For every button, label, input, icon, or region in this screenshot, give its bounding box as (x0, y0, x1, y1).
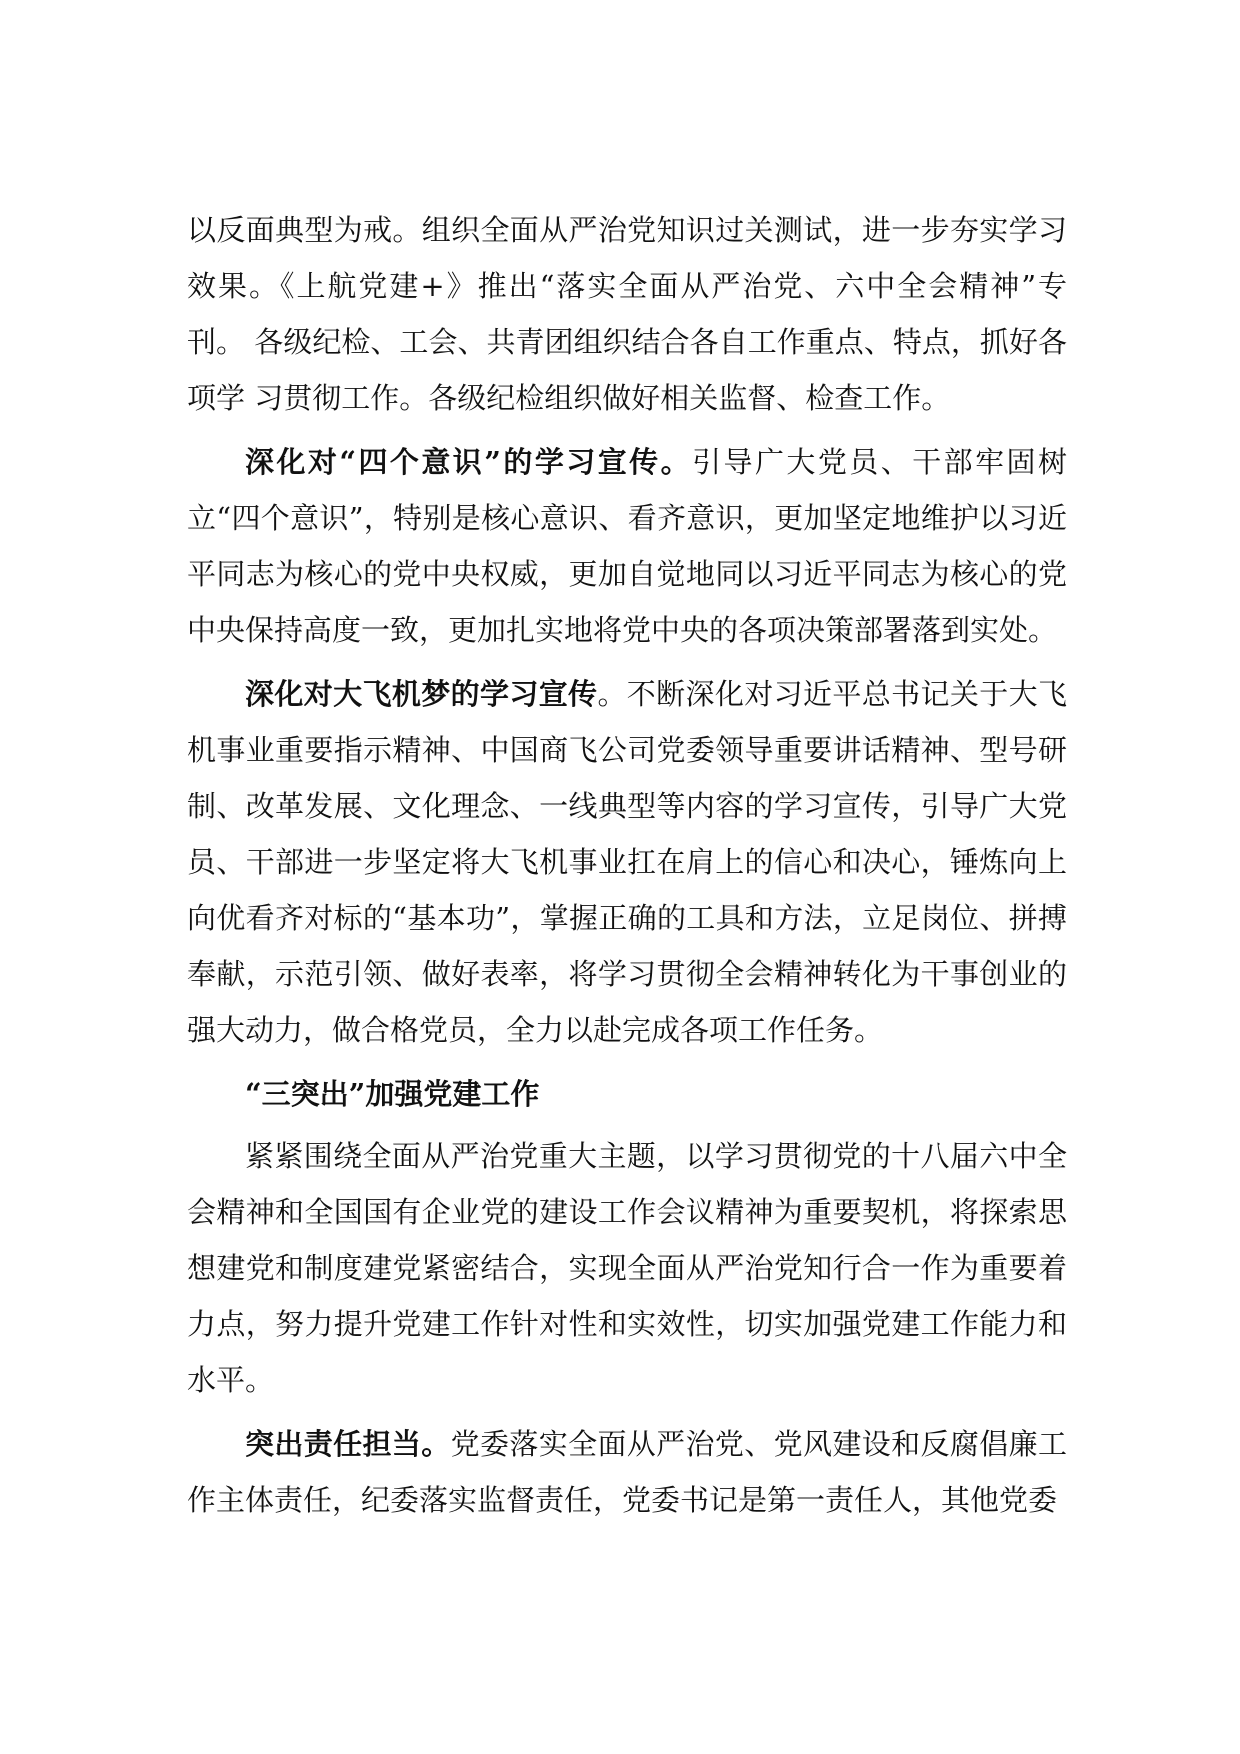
paragraph-text: 以反面典型为戒。组织全面从严治党知识过关测试，进一步夯实学习效果。《上航党建+》推出“落实全面从严治党、六中全会精神”专刊。 各级纪检、工会、共青团组织结合各自工作重点、特点，抓好各项学 习贯彻工作。各级纪检组织做好相关监督、检查工作。 (187, 213, 1067, 415)
document-body (187, 202, 1067, 1528)
paragraph-big-aircraft-dream (187, 666, 1067, 1058)
paragraph-text: 党委落实全面从严治党、党风建设和反腐倡廉工作主体责任，纪委落实监督责任，党委书记是第一责任人，其他党委 (187, 1427, 1067, 1517)
paragraph-section-intro (187, 1128, 1067, 1408)
paragraph-four-consciousness (187, 434, 1067, 658)
section-heading: “三突出”加强党建工作 (245, 1077, 540, 1111)
paragraph-lead: 深化对“四个意识”的学习宣传。 (245, 445, 693, 479)
paragraph-lead: 突出责任担当。 (245, 1427, 451, 1461)
paragraph-responsibility (187, 1416, 1067, 1528)
paragraph-continuation (187, 202, 1067, 426)
paragraph-text: 。不断深化对习近平总书记关于大飞机事业重要指示精神、中国商飞公司党委领导重要讲话精神、型号研制、改革发展、文化理念、一线典型等内容的学习宣传，引导广大党员、干部进一步坚定将大飞机事业扛在肩上的信心和决心，锤炼向上向优看齐对标的“基本功”，掌握正确的工具和方法，立足岗位、拼搏奉献，示范引领、做好表率，将学习贯彻全会精神转化为干事创业的强大动力，做合格党员，全力以赴完成各项工作任务。 (187, 677, 1067, 1047)
paragraph-text: 引导广大党员、干部牢固树立“四个意识”，特别是核心意识、看齐意识，更加坚定地维护以习近平同志为核心的党中央权威，更加自觉地同以习近平同志为核心的党中央保持高度一致，更加扎实地将党中央的各项决策部署落到实处。 (187, 445, 1067, 647)
paragraph-text: 紧紧围绕全面从严治党重大主题，以学习贯彻党的十八届六中全会精神和全国国有企业党的建设工作会议精神为重要契机，将探索思想建党和制度建党紧密结合，实现全面从严治党知行合一作为重要着力点，努力提升党建工作针对性和实效性，切实加强党建工作能力和水平。 (187, 1139, 1067, 1397)
paragraph-lead: 深化对大飞机梦的学习宣传 (245, 677, 598, 711)
